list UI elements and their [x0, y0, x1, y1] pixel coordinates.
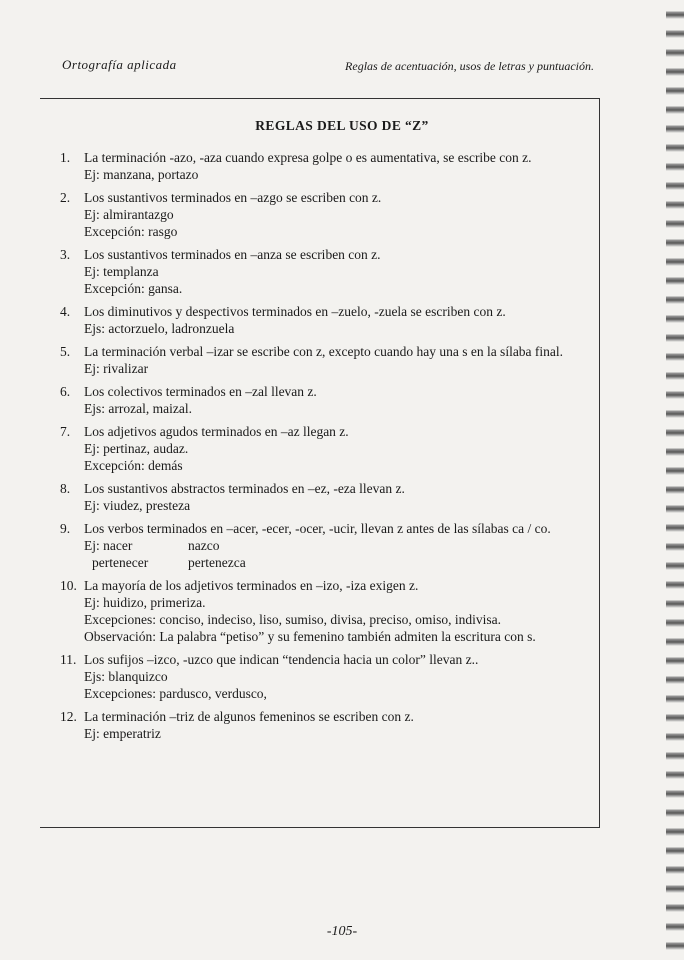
rule-number: 1.	[60, 150, 71, 165]
rule-6	[60, 383, 600, 417]
rule-example: Ej: rivalizar	[84, 361, 149, 376]
rule-exception: Excepción: gansa.	[84, 281, 183, 296]
rules-list	[60, 149, 600, 748]
rule-example: Ej: huidizo, primeriza.	[84, 595, 206, 610]
page-title: REGLAS DEL USO DE “Z”	[255, 118, 429, 133]
rule-number: 9.	[60, 521, 71, 536]
rule-text: Los verbos terminados en –acer, -ecer, -ocer, -ucir, llevan z antes de las sílabas ca / co.	[84, 521, 551, 536]
rule-example: Ej: pertinaz, audaz.	[84, 441, 189, 456]
rule-text: La terminación -azo, -aza cuando expresa golpe o es aumentativa, se escribe con z.	[84, 150, 532, 165]
rule-exception: Excepciones: conciso, indeciso, liso, sumiso, divisa, preciso, omiso, indivisa.	[84, 612, 501, 627]
rule-example: Ej: manzana, portazo	[84, 167, 199, 182]
rule-number: 12.	[60, 709, 77, 724]
rule-12	[60, 708, 600, 742]
rule-number: 10.	[60, 578, 77, 593]
rule-text: La terminación verbal –izar se escribe con z, excepto cuando hay una s en la sílaba final.	[84, 344, 564, 359]
rule-8	[60, 480, 600, 514]
rule-text: Los sustantivos abstractos terminados en –ez, -eza llevan z.	[84, 481, 405, 496]
header-right-title: Reglas de acentuación, usos de letras y puntuación.	[345, 59, 594, 73]
rule-example: Ej: viudez, presteza	[84, 498, 191, 513]
rule-example: Ejs: actorzuelo, ladronzuela	[84, 321, 235, 336]
rule-9	[60, 520, 600, 571]
example-word: Ej: nacer	[84, 538, 133, 553]
example-pair	[84, 554, 600, 571]
rule-text: Los sustantivos terminados en –anza se escriben con z.	[84, 247, 381, 262]
rule-exception: Excepción: demás	[84, 458, 183, 473]
rule-number: 2.	[60, 190, 71, 205]
rule-example: Ej: emperatriz	[84, 726, 161, 741]
rule-number: 7.	[60, 424, 71, 439]
example-word-z: nazco	[188, 538, 220, 553]
rule-3	[60, 246, 600, 297]
rule-number: 5.	[60, 344, 71, 359]
rule-number: 3.	[60, 247, 71, 262]
example-word-z: pertenezca	[188, 555, 246, 570]
example-pair	[84, 537, 600, 554]
rule-example: Ej: almirantazgo	[84, 207, 174, 222]
header-left-title: Ortografía aplicada	[62, 57, 177, 72]
rule-example: Ej: templanza	[84, 264, 159, 279]
rule-1	[60, 149, 600, 183]
rule-exception: Excepción: rasgo	[84, 224, 178, 239]
rule-2	[60, 189, 600, 240]
rule-text: Los sufijos –izco, -uzco que indican “tendencia hacia un color” llevan z..	[84, 652, 479, 667]
rule-5	[60, 343, 600, 377]
rule-text: Los colectivos terminados en –zal llevan z.	[84, 384, 317, 399]
rule-example: Ejs: arrozal, maizal.	[84, 401, 192, 416]
rule-exception: Excepciones: pardusco, verdusco,	[84, 686, 267, 701]
rule-11	[60, 651, 600, 702]
example-word: pertenecer	[92, 555, 149, 570]
rule-text: Los diminutivos y despectivos terminados en –zuelo, -zuela se escriben con z.	[84, 304, 506, 319]
rule-7	[60, 423, 600, 474]
rule-text: La terminación –triz de algunos femeninos se escriben con z.	[84, 709, 414, 724]
rule-observation: Observación: La palabra “petiso” y su femenino también admiten la escritura con s.	[84, 629, 536, 644]
rule-number: 11.	[60, 652, 77, 667]
spiral-binding	[666, 0, 684, 960]
rule-text: Los adjetivos agudos terminados en –az llegan z.	[84, 424, 349, 439]
rule-text: Los sustantivos terminados en –azgo se escriben con z.	[84, 190, 382, 205]
rule-example: Ejs: blanquizco	[84, 669, 168, 684]
page-number: -105-	[326, 924, 358, 939]
rule-10	[60, 577, 600, 645]
rule-number: 6.	[60, 384, 71, 399]
rule-number: 8.	[60, 481, 71, 496]
rule-text: La mayoría de los adjetivos terminados en –izo, -iza exigen z.	[84, 578, 419, 593]
rule-number: 4.	[60, 304, 71, 319]
rule-4	[60, 303, 600, 337]
